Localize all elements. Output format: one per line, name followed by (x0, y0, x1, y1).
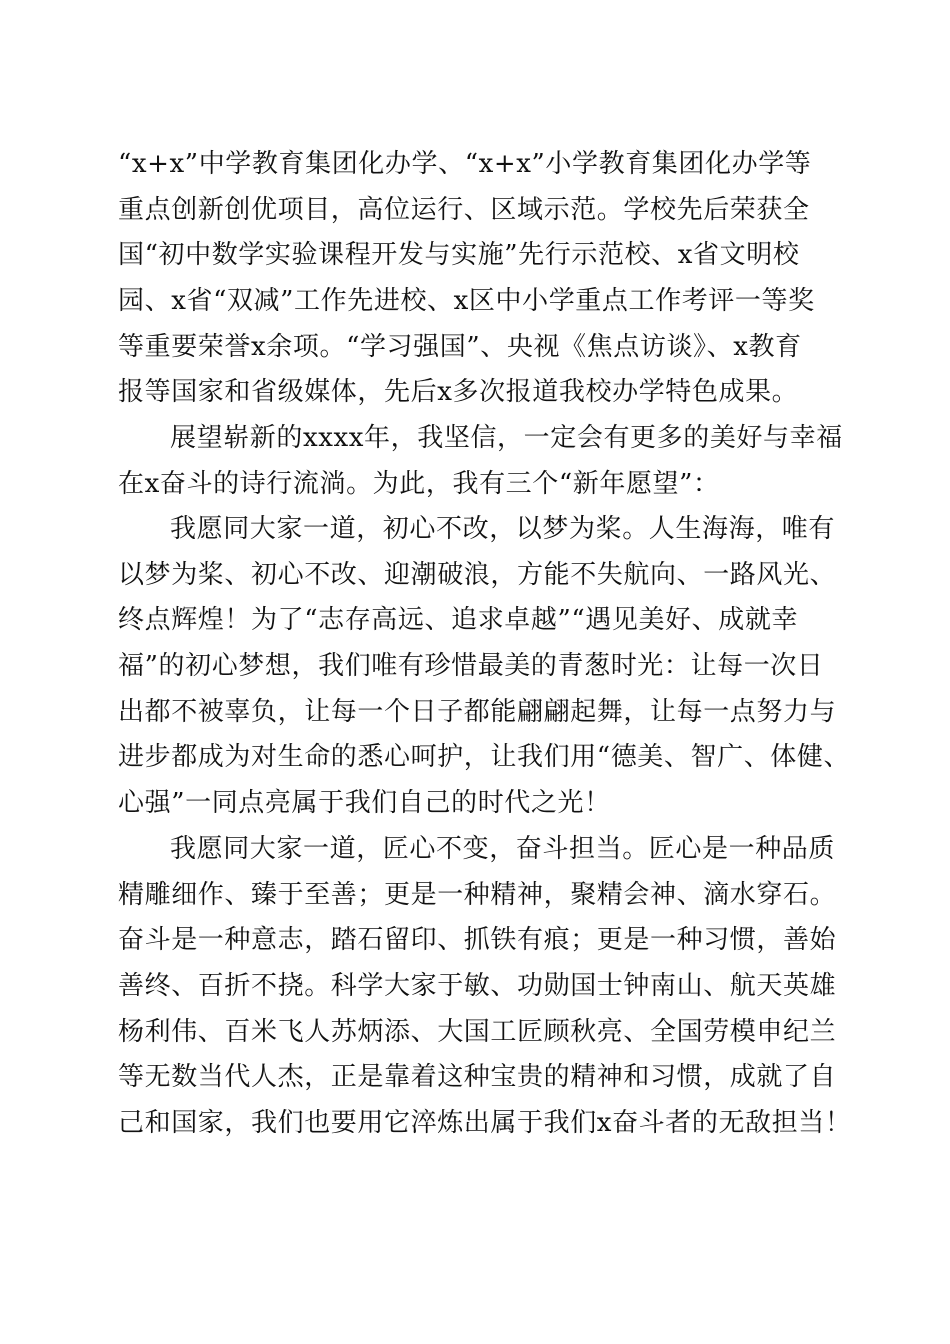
text-line: 杨利伟、百米飞人苏炳添、大国工匠顾秋亮、全国劳模申纪兰 (118, 1016, 837, 1047)
paragraph-wish-dream (118, 507, 851, 827)
text-line: 我愿同大家一道，匠心不变，奋斗担当。匠心是一种品质 (170, 834, 836, 864)
text-line: 己和国家，我们也要用它淬炼出属于我们x奋斗者的无敌担当！ (118, 1108, 852, 1139)
text-line: 心强”一同点亮属于我们自己的时代之光！ (118, 788, 611, 819)
paragraph-awards (118, 142, 848, 416)
text-line: 福”的初心梦想，我们唯有珍惜最美的青葱时光：让每一次日 (118, 651, 824, 682)
text-line: 报等国家和省级媒体，先后x多次报道我校办学特色成果。 (118, 377, 799, 408)
paragraph-wish-craftsmanship (118, 827, 852, 1147)
text-line: 国“初中数学实验课程开发与实施”先行示范校、x省文明校 (118, 240, 800, 271)
text-line: 园、x省“双减”工作先进校、x区中小学重点工作考评一等奖 (118, 286, 815, 317)
text-line: 以梦为桨、初心不改、迎潮破浪，方能不失航向、一路风光、 (118, 559, 837, 590)
text-line: 精雕细作、臻于至善；更是一种精神，聚精会神、滴水穿石。 (118, 879, 837, 910)
text-line: 等无数当代人杰，正是靠着这种宝贵的精神和习惯，成就了自 (118, 1062, 837, 1093)
text-line: “x+x”中学教育集团化办学、“x+x”小学教育集团化办学等 (118, 149, 812, 179)
text-line: 善终、百折不挠。科学大家于敏、功勋国士钟南山、航天英雄 (118, 971, 837, 1002)
text-line: 重点创新创优项目，高位运行、区域示范。学校先后荣获全 (118, 194, 810, 225)
text-line: 出都不被辜负，让每一个日子都能翩翩起舞，让每一点努力与 (118, 696, 837, 727)
text-line: 展望崭新的xxxx年，我坚信，一定会有更多的美好与幸福 (170, 423, 843, 453)
paragraph-outlook (118, 416, 848, 507)
text-line: 进步都成为对生命的悉心呵护，让我们用“德美、智广、体健、 (118, 742, 851, 773)
text-line: 终点辉煌！为了“志存高远、追求卓越”“遇见美好、成就幸 (118, 605, 799, 636)
text-line: 在x奋斗的诗行流淌。为此，我有三个“新年愿望”： (118, 468, 720, 499)
text-line: 等重要荣誉x余项。“学习强国”、央视《焦点访谈》、x教育 (118, 331, 802, 362)
text-line: 奋斗是一种意志，踏石留印、抓铁有痕；更是一种习惯，善始 (118, 925, 837, 956)
text-line: 我愿同大家一道，初心不改，以梦为桨。人生海海，唯有 (170, 514, 836, 544)
